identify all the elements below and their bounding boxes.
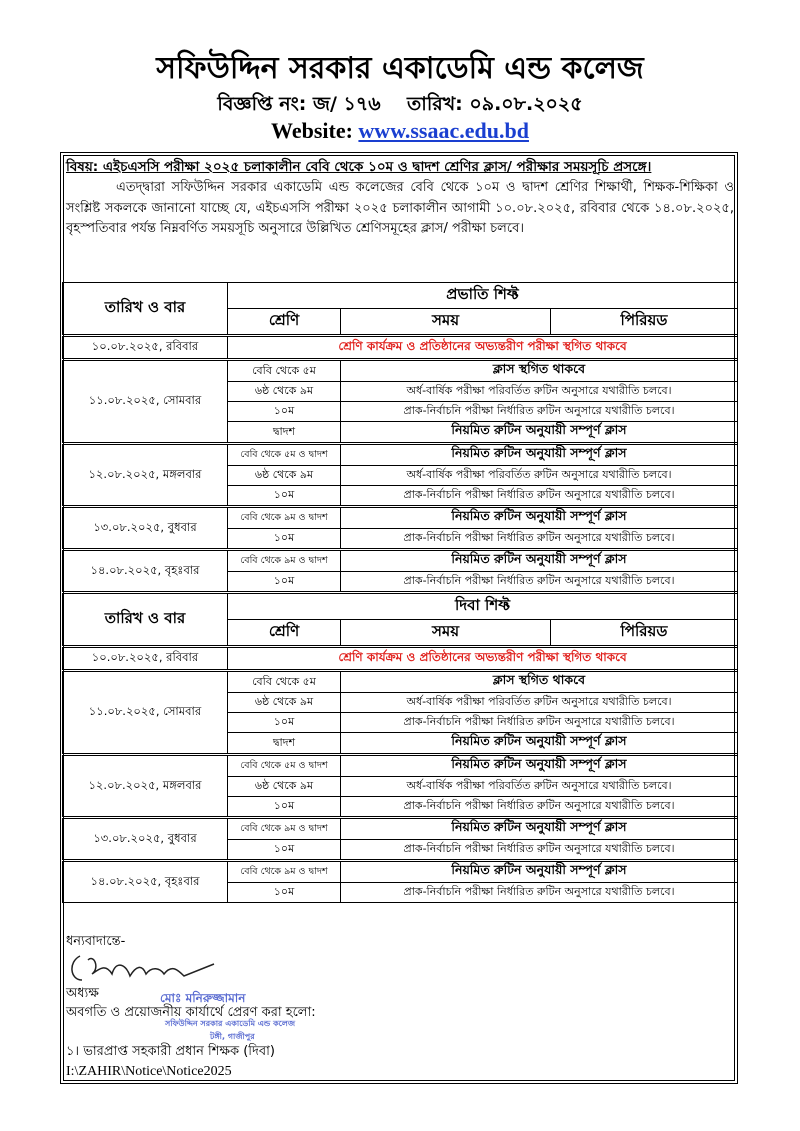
schedule-cell: প্রাক-নির্বাচনি পরীক্ষা নির্ধারিত রুটিন অনুসারে যথারীতি চলবে।: [341, 572, 738, 592]
class-cell: বেবি থেকে ৯ম ও দ্বাদশ: [228, 550, 341, 572]
schedule-cell: প্রাক-নির্বাচনি পরীক্ষা নির্ধারিত রুটিন অনুসারে যথারীতি চলবে।: [341, 883, 738, 903]
schedule-cell: অর্ধ-বার্ষিক পরীক্ষা পরিবর্তিত রুটিন অনুসারে যথারীতি চলবে।: [341, 693, 738, 713]
table-row: [63, 507, 738, 529]
schedule-cell: অর্ধ-বার্ষিক পরীক্ষা পরিবর্তিত রুটিন অনুসারে যথারীতি চলবে।: [341, 382, 738, 402]
institution-title: সফিউদ্দিন সরকার একাডেমি এন্ড কলেজ: [156, 51, 644, 86]
designation: অধ্যক্ষ: [66, 986, 99, 1001]
class-cell: বেবি থেকে ৯ম ও দ্বাদশ: [228, 861, 341, 883]
stamp-institution: সফিউদ্দিন সরকার একাডেমি এন্ড কলেজ: [165, 1019, 296, 1028]
date-cell: ১৪.০৮.২০২৫, বৃহঃবার: [63, 861, 228, 903]
schedule-cell: নিয়মিত রুটিন অনুযায়ী সম্পূর্ণ ক্লাস: [341, 733, 738, 755]
date-cell: ১১.০৮.২০২৫, সোমবার: [63, 671, 228, 755]
notice-number: বিজ্ঞপ্তি নং: জ/ ১৭৬: [217, 93, 381, 115]
class-cell: ১০ম: [228, 402, 341, 422]
table-row: [63, 861, 738, 883]
class-cell: ১০ম: [228, 797, 341, 818]
schedule-cell: প্রাক-নির্বাচনি পরীক্ষা নির্ধারিত রুটিন অনুসারে যথারীতি চলবে।: [341, 713, 738, 733]
class-cell: ১০ম: [228, 883, 341, 903]
table-row: [63, 336, 738, 360]
stamp-place: টঙ্গী, গাজীপুর: [210, 1032, 255, 1041]
class-cell: ১০ম: [228, 713, 341, 733]
notice-body: এতদ্দ্বারা সফিউদ্দিন সরকার একাডেমি এন্ড কলেজের বেবি থেকে ১০ম ও দ্বাদশ শ্রেণির শিক্ষার্থী, শিক্ষক-শিক্ষিকা ও সংশ্লিষ্ট সকলকে জানানো যাচ্ছে যে, এইচএসসি পরীক্ষা ২০২৫ চলাকালীন আগামী ১০.০৮.২০২৫, রবিবার থেকে ১৪.০৮.২০২৫, বৃহস্পতিবার পর্যন্ত নিম্নবর্ণিত সময়সূচি অনুসারে উল্লিখিত শ্রেণিসমূহের ক্লাস/ পরীক্ষা চলবে।: [66, 180, 734, 236]
table-row: [63, 360, 738, 382]
website-link[interactable]: www.ssaac.edu.bd: [358, 118, 529, 143]
header-row: [63, 283, 738, 309]
schedule-cell: নিয়মিত রুটিন অনুযায়ী সম্পূর্ণ ক্লাস: [341, 818, 738, 840]
schedule-cell: নিয়মিত রুটিন অনুযায়ী সম্পূর্ণ ক্লাস: [341, 550, 738, 572]
signature: [66, 950, 246, 986]
col-date-header: তারিখ ও বার: [63, 283, 228, 336]
day-shift-table: [62, 593, 738, 903]
col-time-header: সময়: [341, 309, 551, 336]
class-cell: ১০ম: [228, 529, 341, 550]
schedule-cell: ক্লাস স্থগিত থাকবে: [341, 671, 738, 693]
class-cell: ১০ম: [228, 840, 341, 861]
class-cell: ৬ষ্ঠ থেকে ৯ম: [228, 693, 341, 713]
class-cell: দ্বাদশ: [228, 733, 341, 755]
class-cell: ৬ষ্ঠ থেকে ৯ম: [228, 466, 341, 486]
col-time-header: সময়: [341, 620, 551, 647]
subject-line: বিষয়: এইচএসসি পরীক্ষা ২০২৫ চলাকালীন বেবি থেকে ১০ম ও দ্বাদশ শ্রেণির ক্লাস/ পরীক্ষার সময়সূচি প্রসঙ্গে।: [66, 159, 652, 175]
schedule-cell: নিয়মিত রুটিন অনুযায়ী সম্পূর্ণ ক্লাস: [341, 444, 738, 466]
schedule-cell: প্রাক-নির্বাচনি পরীক্ষা নির্ধারিত রুটিন অনুসারে যথারীতি চলবে।: [341, 529, 738, 550]
website-label: Website:: [271, 118, 359, 143]
schedule-cell: প্রাক-নির্বাচনি পরীক্ষা নির্ধারিত রুটিন অনুসারে যথারীতি চলবে।: [341, 797, 738, 818]
schedule-cell: প্রাক-নির্বাচনি পরীক্ষা নির্ধারিত রুটিন অনুসারে যথারীতি চলবে।: [341, 840, 738, 861]
col-date-header: তারিখ ও বার: [63, 594, 228, 647]
class-cell: বেবি থেকে ৯ম ও দ্বাদশ: [228, 507, 341, 529]
schedule-cell: নিয়মিত রুটিন অনুযায়ী সম্পূর্ণ ক্লাস: [341, 507, 738, 529]
schedule-note: শ্রেণি কার্যক্রম ও প্রতিষ্ঠানের অভ্যন্তরীণ পরীক্ষা স্থগিত থাকবে: [228, 647, 738, 671]
date-cell: ১১.০৮.২০২৫, সোমবার: [63, 360, 228, 444]
class-cell: দ্বাদশ: [228, 422, 341, 444]
website-line: [0, 118, 800, 144]
col-period-header: পিরিয়ড: [551, 620, 738, 647]
schedule-note: শ্রেণি কার্যক্রম ও প্রতিষ্ঠানের অভ্যন্তরীণ পরীক্ষা স্থগিত থাকবে: [228, 336, 738, 360]
class-cell: ৬ষ্ঠ থেকে ৯ম: [228, 382, 341, 402]
class-cell: ১০ম: [228, 572, 341, 592]
class-cell: ৬ষ্ঠ থেকে ৯ম: [228, 777, 341, 797]
schedule-cell: অর্ধ-বার্ষিক পরীক্ষা পরিবর্তিত রুটিন অনুসারে যথারীতি চলবে।: [341, 466, 738, 486]
forward-text: অবগতি ও প্রয়োজনীয় কার্যার্থে প্রেরণ করা হলো:: [66, 1005, 316, 1020]
shift-header: দিবা শিফ্ট: [228, 594, 738, 620]
notice-date: তারিখ: ০৯.০৮.২০২৫: [407, 93, 583, 115]
table-row: [63, 818, 738, 840]
schedule-cell: প্রাক-নির্বাচনি পরীক্ষা নির্ধারিত রুটিন অনুসারে যথারীতি চলবে।: [341, 402, 738, 422]
date-cell: ১২.০৮.২০২৫, মঙ্গলবার: [63, 444, 228, 507]
table-row: [63, 755, 738, 777]
table-row: [63, 444, 738, 466]
schedule-cell: নিয়মিত রুটিন অনুযায়ী সম্পূর্ণ ক্লাস: [341, 755, 738, 777]
thanks-text: ধন্যবাদান্তে-: [66, 934, 126, 949]
morning-shift-table: [62, 282, 738, 592]
date-cell: ১২.০৮.২০২৫, মঙ্গলবার: [63, 755, 228, 818]
class-cell: ১০ম: [228, 486, 341, 507]
class-cell: বেবি থেকে ৫ম: [228, 360, 341, 382]
schedule-cell: প্রাক-নির্বাচনি পরীক্ষা নির্ধারিত রুটিন অনুসারে যথারীতি চলবে।: [341, 486, 738, 507]
date-cell: ১৩.০৮.২০২৫, বুধবার: [63, 507, 228, 550]
table-row: [63, 647, 738, 671]
col-period-header: পিরিয়ড: [551, 309, 738, 336]
date-cell: ১৩.০৮.২০২৫, বুধবার: [63, 818, 228, 861]
shift-header: প্রভাতি শিফ্ট: [228, 283, 738, 309]
table-row: [63, 550, 738, 572]
schedule-cell: অর্ধ-বার্ষিক পরীক্ষা পরিবর্তিত রুটিন অনুসারে যথারীতি চলবে।: [341, 777, 738, 797]
date-cell: ১০.০৮.২০২৫, রবিবার: [63, 647, 228, 671]
table-row: [63, 671, 738, 693]
schedule-cell: ক্লাস স্থগিত থাকবে: [341, 360, 738, 382]
class-cell: বেবি থেকে ৫ম ও দ্বাদশ: [228, 755, 341, 777]
schedule-cell: নিয়মিত রুটিন অনুযায়ী সম্পূর্ণ ক্লাস: [341, 422, 738, 444]
file-path: I:\ZAHIR\Notice\Notice2025: [66, 1064, 232, 1079]
recipient-1: ১। ভারপ্রাপ্ত সহকারী প্রধান শিক্ষক (দিবা): [66, 1044, 275, 1059]
class-cell: বেবি থেকে ৯ম ও দ্বাদশ: [228, 818, 341, 840]
header-row: [63, 594, 738, 620]
class-cell: বেবি থেকে ৫ম ও দ্বাদশ: [228, 444, 341, 466]
col-class-header: শ্রেণি: [228, 620, 341, 647]
col-class-header: শ্রেণি: [228, 309, 341, 336]
date-cell: ১৪.০৮.২০২৫, বৃহঃবার: [63, 550, 228, 592]
schedule-cell: নিয়মিত রুটিন অনুযায়ী সম্পূর্ণ ক্লাস: [341, 861, 738, 883]
stamp-name: মোঃ মনিরুজ্জামান: [160, 991, 246, 1005]
class-cell: বেবি থেকে ৫ম: [228, 671, 341, 693]
date-cell: ১০.০৮.২০২৫, রবিবার: [63, 336, 228, 360]
